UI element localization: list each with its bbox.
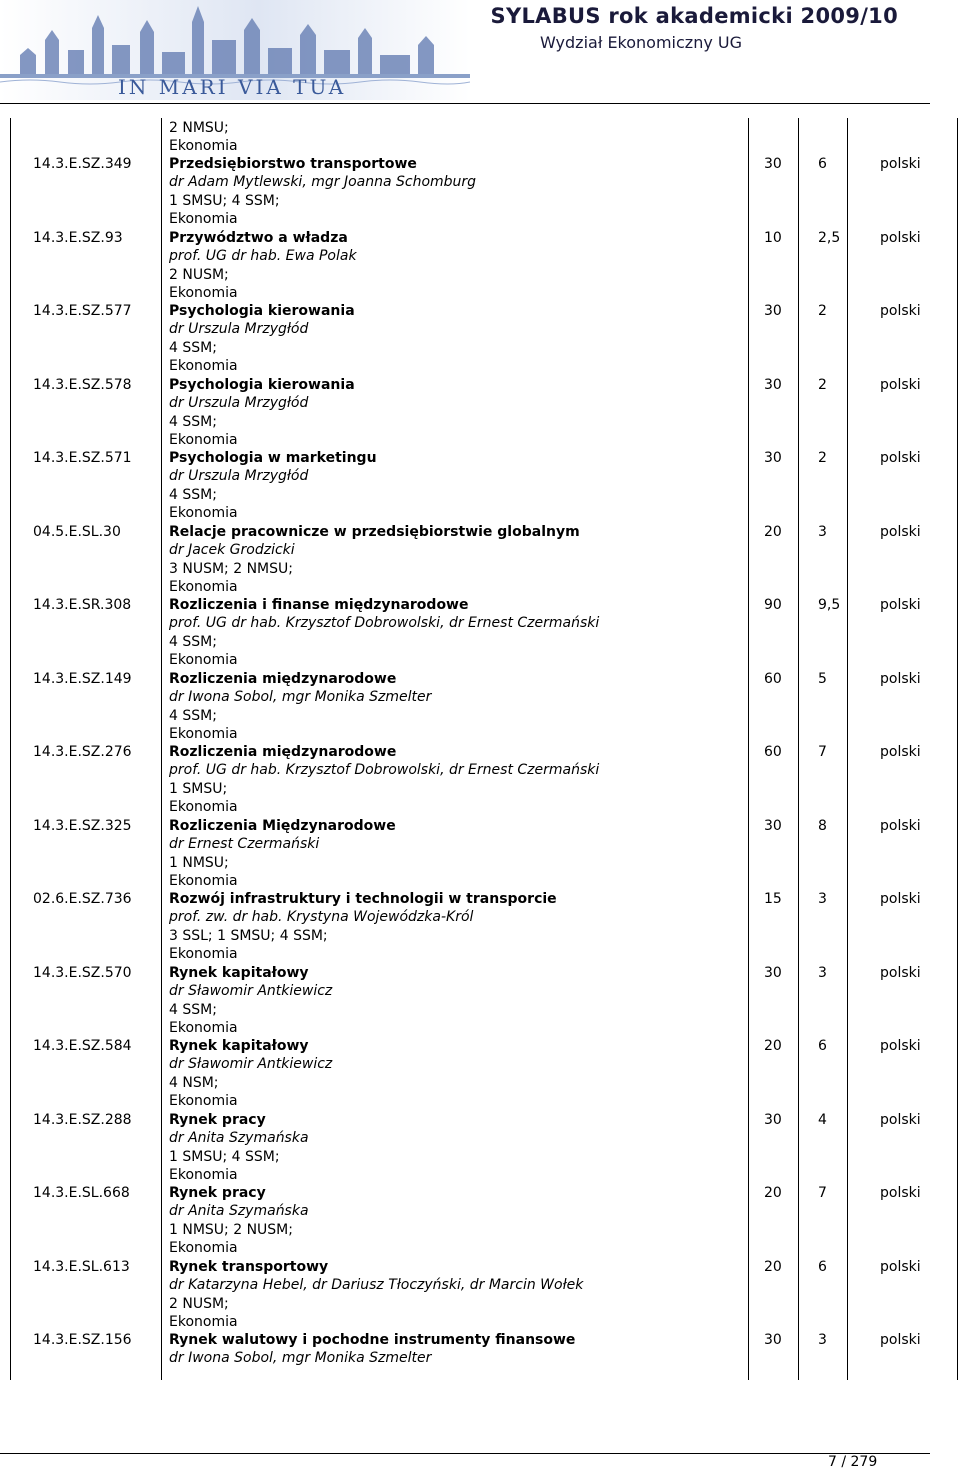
course-hours: 30 — [764, 1332, 782, 1348]
course-code: 14.3.E.SZ.156 — [33, 1332, 132, 1348]
lecturers: dr Urszula Mrzygłód — [169, 468, 309, 485]
course-ects: 3 — [818, 891, 827, 907]
lecturers: dr Iwona Sobol, mgr Monika Szmelter — [169, 1350, 432, 1367]
course-language: polski — [880, 156, 921, 172]
course-language: polski — [880, 671, 921, 687]
study-forms: 4 NSM; — [169, 1074, 219, 1091]
course-code: 14.3.E.SZ.276 — [33, 744, 132, 760]
lecturers: dr Katarzyna Hebel, dr Dariusz Tłoczyński, dr Marcin Wołek — [169, 1277, 584, 1294]
study-forms: 1 SMSU; 4 SSM; — [169, 192, 280, 209]
page-number: 7 / 279 — [828, 1454, 878, 1470]
course-hours: 20 — [764, 1259, 782, 1275]
faculty: Ekonomia — [169, 504, 238, 521]
faculty: Ekonomia — [169, 1239, 238, 1256]
faculty: Ekonomia — [169, 1019, 238, 1036]
course-description — [169, 964, 332, 1037]
faculty: Ekonomia — [169, 138, 238, 155]
course-hours: 30 — [764, 156, 782, 172]
course-title: Rynek pracy — [169, 1185, 266, 1201]
faculty: Ekonomia — [169, 872, 238, 889]
lecturers: dr Adam Mytlewski, mgr Joanna Schomburg — [169, 174, 477, 191]
course-ects: 3 — [818, 1332, 827, 1348]
course-ects: 8 — [818, 818, 827, 834]
course-description — [169, 817, 396, 890]
course-title: Rozliczenia międzynarodowe — [169, 744, 397, 760]
course-language: polski — [880, 303, 921, 319]
study-forms: 3 SSL; 1 SMSU; 4 SSM; — [169, 927, 328, 944]
course-description — [169, 1258, 583, 1331]
course-description — [169, 523, 580, 596]
lecturers: prof. zw. dr hab. Krystyna Wojewódzka-Król — [169, 909, 474, 926]
course-description — [169, 1331, 575, 1368]
study-forms: 4 SSM; — [169, 707, 217, 724]
course-description — [169, 229, 357, 302]
course-title: Rozliczenia międzynarodowe — [169, 671, 397, 687]
course-title: Rynek kapitałowy — [169, 965, 309, 981]
course-language: polski — [880, 965, 921, 981]
city-skyline-logo — [0, 0, 470, 100]
faculty: Ekonomia — [169, 210, 238, 227]
course-code: 14.3.E.SZ.584 — [33, 1038, 132, 1054]
course-ects: 2 — [818, 303, 827, 319]
footer-rule — [0, 1453, 930, 1454]
course-code: 14.3.E.SZ.349 — [33, 156, 132, 172]
course-hours: 30 — [764, 1112, 782, 1128]
course-code: 14.3.E.SZ.578 — [33, 377, 132, 393]
course-description — [169, 155, 476, 228]
course-hours: 20 — [764, 524, 782, 540]
study-forms: 4 SSM; — [169, 413, 217, 430]
course-title: Rozwój infrastruktury i technologii w transporcie — [169, 891, 557, 907]
lecturers: dr Jacek Grodzicki — [169, 542, 295, 559]
course-description — [169, 1111, 309, 1184]
course-hours: 60 — [764, 671, 782, 687]
course-description — [169, 1184, 309, 1257]
header-rule — [0, 103, 930, 104]
course-ects: 7 — [818, 1185, 827, 1201]
course-code: 14.3.E.SR.308 — [33, 597, 132, 613]
course-language: polski — [880, 1185, 921, 1201]
course-ects: 3 — [818, 524, 827, 540]
course-title: Przywództwo a władza — [169, 230, 348, 246]
course-ects: 7 — [818, 744, 827, 760]
course-title: Rozliczenia Międzynarodowe — [169, 818, 396, 834]
lecturers: dr Anita Szymańska — [169, 1130, 309, 1147]
course-description — [169, 743, 599, 816]
course-description — [169, 449, 377, 522]
course-description — [169, 890, 557, 963]
faculty: Ekonomia — [169, 431, 238, 448]
course-language: polski — [880, 1112, 921, 1128]
course-title: Rynek walutowy i pochodne instrumenty finansowe — [169, 1332, 576, 1348]
course-language: polski — [880, 744, 921, 760]
course-description — [169, 376, 355, 449]
lecturers: dr Ernest Czermański — [169, 836, 320, 853]
faculty: Ekonomia — [169, 651, 238, 668]
banner-motto: IN MARI VIA TUA — [118, 75, 347, 99]
study-forms: 2 NUSM; — [169, 266, 229, 283]
course-hours: 30 — [764, 303, 782, 319]
course-language: polski — [880, 597, 921, 613]
course-hours: 15 — [764, 891, 782, 907]
header-banner — [0, 0, 960, 103]
lecturers: prof. UG dr hab. Ewa Polak — [169, 248, 357, 265]
course-ects: 2 — [818, 377, 827, 393]
course-title: Rynek pracy — [169, 1112, 266, 1128]
course-title: Rynek transportowy — [169, 1259, 329, 1275]
study-forms: 4 SSM; — [169, 633, 217, 650]
course-ects: 6 — [818, 1038, 827, 1054]
faculty: Ekonomia — [169, 945, 238, 962]
course-hours: 30 — [764, 818, 782, 834]
course-ects: 4 — [818, 1112, 827, 1128]
course-language: polski — [880, 230, 921, 246]
course-description — [169, 670, 431, 743]
course-code: 14.3.E.SZ.571 — [33, 450, 132, 466]
course-hours: 20 — [764, 1185, 782, 1201]
course-code: 02.6.E.SZ.736 — [33, 891, 132, 907]
course-language: polski — [880, 377, 921, 393]
course-hours: 30 — [764, 965, 782, 981]
course-title: Rynek kapitałowy — [169, 1038, 309, 1054]
course-title: Psychologia kierowania — [169, 377, 355, 393]
lecturers: dr Sławomir Antkiewicz — [169, 1056, 333, 1073]
faculty: Ekonomia — [169, 284, 238, 301]
study-forms: 2 NUSM; — [169, 1295, 229, 1312]
column-rule — [161, 118, 162, 1380]
course-title: Rozliczenia i finanse międzynarodowe — [169, 597, 469, 613]
faculty: Ekonomia — [169, 798, 238, 815]
course-title: Relacje pracownicze w przedsiębiorstwie globalnym — [169, 524, 580, 540]
course-description — [169, 302, 355, 375]
study-forms: 1 NMSU; 2 NUSM; — [169, 1221, 293, 1238]
course-ects: 3 — [818, 965, 827, 981]
column-rule — [957, 118, 958, 1380]
course-description — [169, 1037, 332, 1110]
course-code: 14.3.E.SZ.325 — [33, 818, 132, 834]
lecturers: dr Iwona Sobol, mgr Monika Szmelter — [169, 689, 432, 706]
course-hours: 20 — [764, 1038, 782, 1054]
study-forms: 4 SSM; — [169, 486, 217, 503]
column-rule — [10, 118, 11, 1380]
faculty-name: Wydział Ekonomiczny UG — [540, 33, 742, 52]
course-hours: 10 — [764, 230, 782, 246]
course-ects: 9,5 — [818, 597, 841, 613]
study-forms: 1 SMSU; 4 SSM; — [169, 1148, 280, 1165]
lecturers: prof. UG dr hab. Krzysztof Dobrowolski, dr Ernest Czermański — [169, 615, 600, 632]
course-ects: 5 — [818, 671, 827, 687]
course-language: polski — [880, 818, 921, 834]
course-ects: 2,5 — [818, 230, 841, 246]
lead-in-block — [169, 119, 238, 156]
course-language: polski — [880, 1332, 921, 1348]
column-rule — [847, 118, 848, 1380]
course-language: polski — [880, 450, 921, 466]
course-code: 04.5.E.SL.30 — [33, 524, 121, 540]
document-title: SYLABUS rok akademicki 2009/10 — [490, 4, 898, 28]
faculty: Ekonomia — [169, 725, 238, 742]
study-forms: 3 NUSM; 2 NMSU; — [169, 560, 293, 577]
course-code: 14.3.E.SZ.577 — [33, 303, 132, 319]
course-hours: 60 — [764, 744, 782, 760]
course-ects: 6 — [818, 156, 827, 172]
lecturers: dr Sławomir Antkiewicz — [169, 983, 333, 1000]
course-hours: 30 — [764, 450, 782, 466]
course-code: 14.3.E.SZ.570 — [33, 965, 132, 981]
column-rule — [798, 118, 799, 1380]
faculty: Ekonomia — [169, 1166, 238, 1183]
course-hours: 30 — [764, 377, 782, 393]
faculty: Ekonomia — [169, 578, 238, 595]
course-code: 14.3.E.SL.668 — [33, 1185, 130, 1201]
faculty: Ekonomia — [169, 1313, 238, 1330]
study-forms: 4 SSM; — [169, 339, 217, 356]
course-ects: 6 — [818, 1259, 827, 1275]
study-forms: 1 NMSU; — [169, 854, 229, 871]
course-language: polski — [880, 524, 921, 540]
study-forms: 1 SMSU; — [169, 780, 228, 797]
course-ects: 2 — [818, 450, 827, 466]
faculty: Ekonomia — [169, 1092, 238, 1109]
course-language: polski — [880, 1259, 921, 1275]
course-code: 14.3.E.SZ.149 — [33, 671, 132, 687]
course-title: Przedsiębiorstwo transportowe — [169, 156, 417, 172]
lecturers: prof. UG dr hab. Krzysztof Dobrowolski, dr Ernest Czermański — [169, 762, 600, 779]
lecturers: dr Anita Szymańska — [169, 1203, 309, 1220]
course-title: Psychologia w marketingu — [169, 450, 377, 466]
study-forms: 4 SSM; — [169, 1001, 217, 1018]
course-language: polski — [880, 891, 921, 907]
faculty: Ekonomia — [169, 357, 238, 374]
course-code: 14.3.E.SZ.93 — [33, 230, 123, 246]
lecturers: dr Urszula Mrzygłód — [169, 395, 309, 412]
course-language: polski — [880, 1038, 921, 1054]
course-code: 14.3.E.SL.613 — [33, 1259, 130, 1275]
course-code: 14.3.E.SZ.288 — [33, 1112, 132, 1128]
column-rule — [748, 118, 749, 1380]
study-forms: 2 NMSU; — [169, 120, 229, 136]
lecturers: dr Urszula Mrzygłód — [169, 321, 309, 338]
course-description — [169, 596, 599, 669]
course-title: Psychologia kierowania — [169, 303, 355, 319]
course-hours: 90 — [764, 597, 782, 613]
